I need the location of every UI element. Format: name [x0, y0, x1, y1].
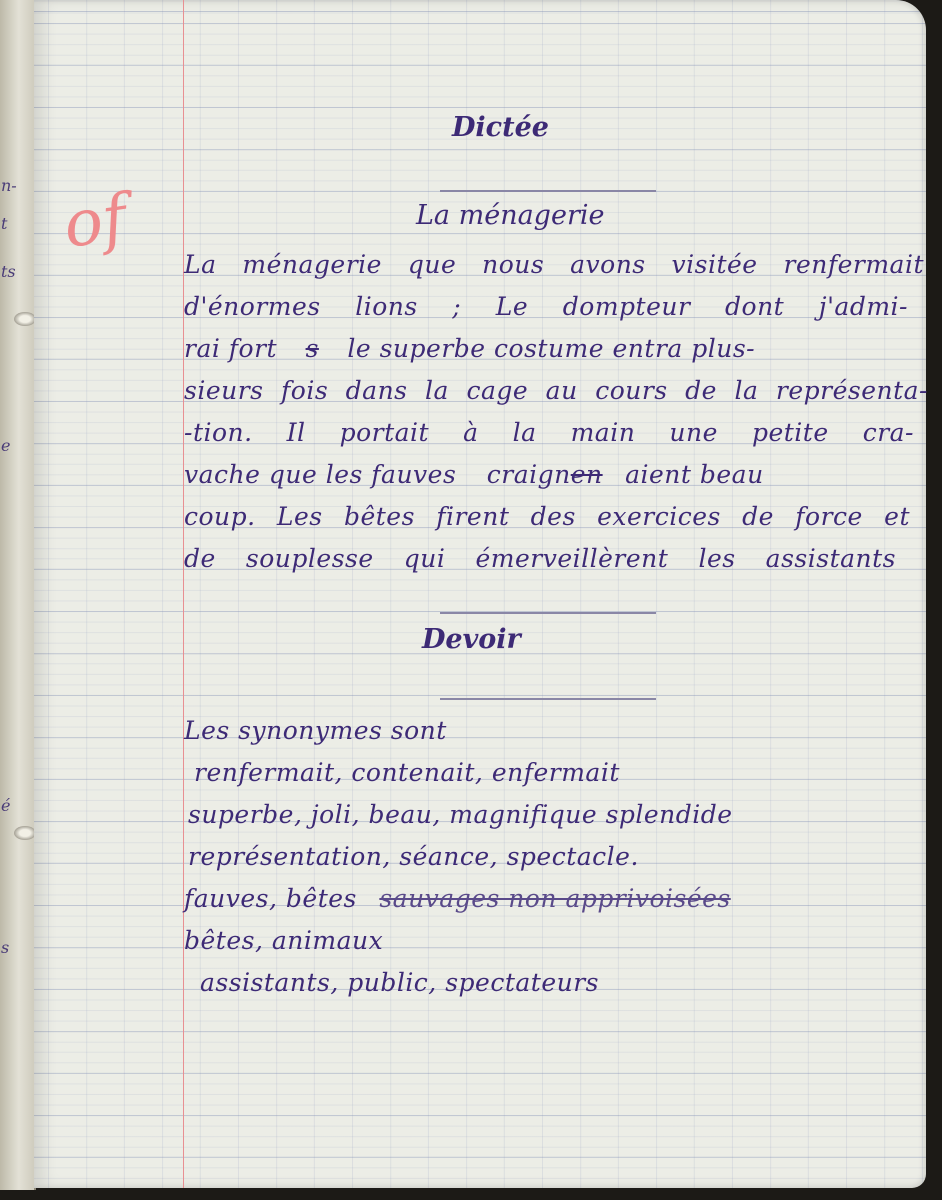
heading-dictee: Dictée — [452, 112, 549, 143]
synonym-line: assistants, public, spectateurs — [200, 968, 600, 997]
heading-underline — [440, 190, 656, 192]
dictation-line: La ménagerie que nous avons visitée renfermait — [184, 250, 924, 279]
synonym-text: fauves, bêtes — [184, 884, 357, 913]
binding-hole — [14, 826, 36, 840]
left-page-fragment: s — [1, 938, 10, 957]
dictation-line-6 — [184, 460, 928, 489]
heading-underline — [440, 698, 656, 700]
left-page-fragment: ts — [1, 262, 16, 281]
left-page-fragment: e — [1, 436, 11, 455]
crossed-out-text: s — [305, 334, 319, 363]
synonym-line: renfermait, contenait, enfermait — [194, 758, 620, 787]
margin-line — [183, 0, 184, 1188]
dictation-line: sieurs fois dans la cage au cours de la représenta- — [184, 376, 928, 405]
dictation-line: -tion. Il portait à la main une petite cra- — [184, 418, 914, 447]
dictation-line: d'énormes lions ; Le dompteur dont j'admi- — [184, 292, 908, 321]
heading-devoir: Devoir — [422, 624, 521, 655]
left-page-fragment: t — [1, 214, 8, 233]
synonym-line: bêtes, animaux — [184, 926, 384, 955]
crossed-out-text: en — [570, 460, 603, 489]
dictation-text: vache que les fauves — [184, 460, 457, 489]
synonym-line: superbe, joli, beau, magnifique splendide — [188, 800, 733, 829]
dictation-line-3 — [184, 334, 924, 363]
dictation-text: craign — [486, 460, 571, 489]
dictation-text: rai fort — [184, 334, 278, 363]
grade-mark: of — [59, 181, 132, 263]
left-page-fragment: é — [1, 796, 11, 815]
dictation-text: le superbe costume entra plus- — [347, 334, 756, 363]
dictation-line: de souplesse qui émerveillèrent les assistants — [184, 544, 896, 573]
section-divider — [440, 612, 656, 614]
synonym-line: représentation, séance, spectacle. — [188, 842, 639, 871]
dictation-line: coup. Les bêtes firent des exercices de force et — [184, 502, 910, 531]
dictation-text: aient beau — [625, 460, 764, 489]
left-page-edge — [0, 0, 36, 1190]
dictation-subtitle: La ménagerie — [416, 200, 605, 231]
binding-hole — [14, 312, 36, 326]
synonym-line-4 — [184, 884, 731, 913]
synonyms-intro: Les synonymes sont — [184, 716, 447, 745]
notebook-page — [34, 0, 926, 1188]
crossed-out-text: sauvages non apprivoisées — [379, 884, 731, 913]
left-page-fragment: n- — [1, 176, 17, 195]
